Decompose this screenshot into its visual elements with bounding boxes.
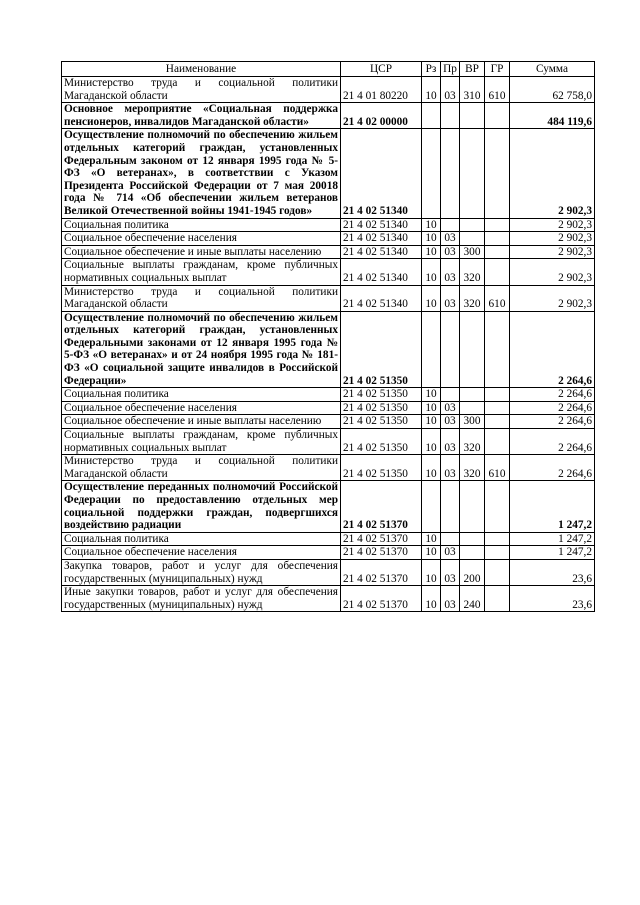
cell-sum: 2 264,6: [510, 429, 595, 455]
cell-rz: 10: [422, 245, 441, 259]
table-row: [62, 245, 595, 259]
cell-sum: 2 902,3: [510, 218, 595, 232]
cell-vr: [460, 311, 485, 388]
cell-sum: 62 758,0: [510, 77, 595, 103]
cell-csr: 21 4 02 51370: [341, 481, 422, 532]
cell-gr: [485, 218, 510, 232]
cell-vr: 310: [460, 77, 485, 103]
header-vr: ВР: [460, 62, 485, 77]
cell-name: Основное мероприятие «Социальная поддержка пенсионеров, инвалидов Магаданской области»: [62, 103, 341, 129]
table-row: [62, 429, 595, 455]
cell-sum: 2 902,3: [510, 259, 595, 285]
cell-vr: 320: [460, 259, 485, 285]
budget-table: [61, 61, 595, 612]
cell-gr: [485, 532, 510, 546]
cell-gr: [485, 415, 510, 429]
cell-rz: 10: [422, 532, 441, 546]
cell-sum: 2 902,3: [510, 232, 595, 246]
cell-name: Осуществление полномочий по обеспечению жильем отдельных категорий граждан, установленных Федеральным законом от 12 января 1995 года № 5-ФЗ «О ветеранах», в соответствии с Указом Президента Российской Федерации от 7 мая 20018 года № 714 «Об обеспечении жильем ветеранов Великой Отечественной войны 1941-1945 годов»: [62, 129, 341, 218]
cell-name: Социальное обеспечение населения: [62, 232, 341, 246]
cell-gr: [485, 232, 510, 246]
cell-rz: 10: [422, 401, 441, 415]
cell-pr: 03: [441, 259, 460, 285]
cell-name: Осуществление переданных полномочий Российской Федерации по предоставлению отдельных мер социальной поддержки граждан, подвергшихся воздействию радиации: [62, 481, 341, 532]
cell-csr: 21 4 02 51350: [341, 311, 422, 388]
cell-pr: 03: [441, 245, 460, 259]
cell-rz: 10: [422, 546, 441, 560]
cell-name: Иные закупки товаров, работ и услуг для обеспечения государственных (муниципальных) нужд: [62, 586, 341, 612]
cell-pr: [441, 481, 460, 532]
cell-csr: 21 4 02 51340: [341, 245, 422, 259]
cell-rz: 10: [422, 285, 441, 311]
cell-rz: 10: [422, 559, 441, 585]
cell-csr: 21 4 02 51370: [341, 559, 422, 585]
cell-sum: 2 264,6: [510, 455, 595, 481]
cell-pr: 03: [441, 401, 460, 415]
cell-csr: 21 4 02 51350: [341, 415, 422, 429]
cell-csr: 21 4 02 51350: [341, 401, 422, 415]
cell-vr: [460, 218, 485, 232]
cell-csr: 21 4 02 51340: [341, 259, 422, 285]
cell-name: Социальная политика: [62, 218, 341, 232]
table-row: [62, 415, 595, 429]
cell-pr: [441, 388, 460, 402]
cell-pr: 03: [441, 77, 460, 103]
cell-vr: [460, 232, 485, 246]
cell-rz: 10: [422, 415, 441, 429]
cell-csr: 21 4 01 80220: [341, 77, 422, 103]
table-row: [62, 559, 595, 585]
cell-vr: 300: [460, 245, 485, 259]
cell-csr: 21 4 02 51350: [341, 455, 422, 481]
cell-sum: 1 247,2: [510, 532, 595, 546]
cell-rz: 10: [422, 388, 441, 402]
cell-sum: 23,6: [510, 559, 595, 585]
cell-sum: 484 119,6: [510, 103, 595, 129]
header-pr: Пр: [441, 62, 460, 77]
table-row: [62, 103, 595, 129]
cell-vr: [460, 401, 485, 415]
cell-name: Социальное обеспечение населения: [62, 401, 341, 415]
cell-vr: 240: [460, 586, 485, 612]
cell-pr: [441, 532, 460, 546]
table-row: [62, 388, 595, 402]
cell-csr: 21 4 02 51350: [341, 388, 422, 402]
header-csr: ЦСР: [341, 62, 422, 77]
cell-sum: 2 902,3: [510, 129, 595, 218]
cell-vr: [460, 103, 485, 129]
cell-vr: [460, 129, 485, 218]
cell-vr: 320: [460, 429, 485, 455]
cell-gr: [485, 429, 510, 455]
cell-sum: 1 247,2: [510, 546, 595, 560]
table-row: [62, 586, 595, 612]
cell-gr: [485, 129, 510, 218]
cell-name: Министерство труда и социальной политики Магаданской области: [62, 285, 341, 311]
cell-name: Социальное обеспечение и иные выплаты населению: [62, 245, 341, 259]
cell-gr: [485, 546, 510, 560]
cell-vr: 300: [460, 415, 485, 429]
cell-csr: 21 4 02 51340: [341, 285, 422, 311]
cell-pr: 03: [441, 415, 460, 429]
cell-sum: 2 902,3: [510, 245, 595, 259]
cell-vr: 200: [460, 559, 485, 585]
cell-csr: 21 4 02 51350: [341, 429, 422, 455]
cell-gr: [485, 559, 510, 585]
cell-vr: [460, 388, 485, 402]
cell-name: Закупка товаров, работ и услуг для обеспечения государственных (муниципальных) нужд: [62, 559, 341, 585]
cell-name: Социальные выплаты гражданам, кроме публичных нормативных социальных выплат: [62, 259, 341, 285]
cell-csr: 21 4 02 51340: [341, 129, 422, 218]
cell-gr: 610: [485, 77, 510, 103]
cell-name: Министерство труда и социальной политики Магаданской области: [62, 77, 341, 103]
cell-gr: [485, 311, 510, 388]
cell-gr: [485, 388, 510, 402]
cell-sum: 2 264,6: [510, 415, 595, 429]
cell-gr: 610: [485, 455, 510, 481]
cell-pr: 03: [441, 429, 460, 455]
document-page: [61, 61, 595, 612]
table-row: [62, 455, 595, 481]
cell-rz: 10: [422, 218, 441, 232]
cell-rz: 10: [422, 259, 441, 285]
table-row: [62, 129, 595, 218]
table-row: [62, 532, 595, 546]
cell-vr: 320: [460, 455, 485, 481]
cell-sum: 1 247,2: [510, 481, 595, 532]
cell-gr: [485, 103, 510, 129]
cell-rz: [422, 129, 441, 218]
cell-pr: 03: [441, 559, 460, 585]
cell-rz: [422, 481, 441, 532]
cell-vr: 320: [460, 285, 485, 311]
cell-pr: [441, 218, 460, 232]
cell-pr: 03: [441, 546, 460, 560]
cell-pr: [441, 103, 460, 129]
table-row: [62, 481, 595, 532]
cell-gr: [485, 481, 510, 532]
cell-pr: 03: [441, 285, 460, 311]
cell-gr: [485, 586, 510, 612]
table-row: [62, 311, 595, 388]
table-row: [62, 546, 595, 560]
cell-sum: 2 264,6: [510, 311, 595, 388]
cell-rz: [422, 103, 441, 129]
cell-pr: [441, 129, 460, 218]
cell-rz: 10: [422, 455, 441, 481]
cell-csr: 21 4 02 51370: [341, 586, 422, 612]
cell-sum: 2 264,6: [510, 401, 595, 415]
cell-rz: 10: [422, 77, 441, 103]
table-row: [62, 401, 595, 415]
cell-csr: 21 4 02 51370: [341, 546, 422, 560]
cell-pr: 03: [441, 232, 460, 246]
table-row: [62, 232, 595, 246]
cell-pr: 03: [441, 586, 460, 612]
cell-name: Социальная политика: [62, 388, 341, 402]
cell-rz: 10: [422, 232, 441, 246]
cell-sum: 23,6: [510, 586, 595, 612]
cell-gr: [485, 401, 510, 415]
cell-csr: 21 4 02 51370: [341, 532, 422, 546]
cell-csr: 21 4 02 00000: [341, 103, 422, 129]
header-gr: ГР: [485, 62, 510, 77]
cell-gr: [485, 245, 510, 259]
cell-name: Социальное обеспечение и иные выплаты населению: [62, 415, 341, 429]
cell-pr: [441, 311, 460, 388]
cell-rz: 10: [422, 586, 441, 612]
cell-name: Социальное обеспечение населения: [62, 546, 341, 560]
table-row: [62, 285, 595, 311]
cell-vr: [460, 532, 485, 546]
table-header-row: [62, 62, 595, 77]
cell-vr: [460, 546, 485, 560]
table-row: [62, 259, 595, 285]
cell-rz: 10: [422, 429, 441, 455]
cell-gr: [485, 259, 510, 285]
cell-rz: [422, 311, 441, 388]
table-row: [62, 77, 595, 103]
cell-pr: 03: [441, 455, 460, 481]
cell-name: Социальная политика: [62, 532, 341, 546]
cell-vr: [460, 481, 485, 532]
cell-name: Осуществление полномочий по обеспечению жильем отдельных категорий граждан, установленных Федеральными законами от 12 января 1995 года № 5-ФЗ «О ветеранах» и от 24 ноября 1995 года № 181-ФЗ «О социальной защите инвалидов в Российской Федерации»: [62, 311, 341, 388]
cell-name: Министерство труда и социальной политики Магаданской области: [62, 455, 341, 481]
header-name: Наименование: [62, 62, 341, 77]
cell-csr: 21 4 02 51340: [341, 218, 422, 232]
cell-name: Социальные выплаты гражданам, кроме публичных нормативных социальных выплат: [62, 429, 341, 455]
cell-sum: 2 264,6: [510, 388, 595, 402]
cell-gr: 610: [485, 285, 510, 311]
cell-sum: 2 902,3: [510, 285, 595, 311]
table-row: [62, 218, 595, 232]
cell-csr: 21 4 02 51340: [341, 232, 422, 246]
header-rz: Рз: [422, 62, 441, 77]
header-sum: Сумма: [510, 62, 595, 77]
